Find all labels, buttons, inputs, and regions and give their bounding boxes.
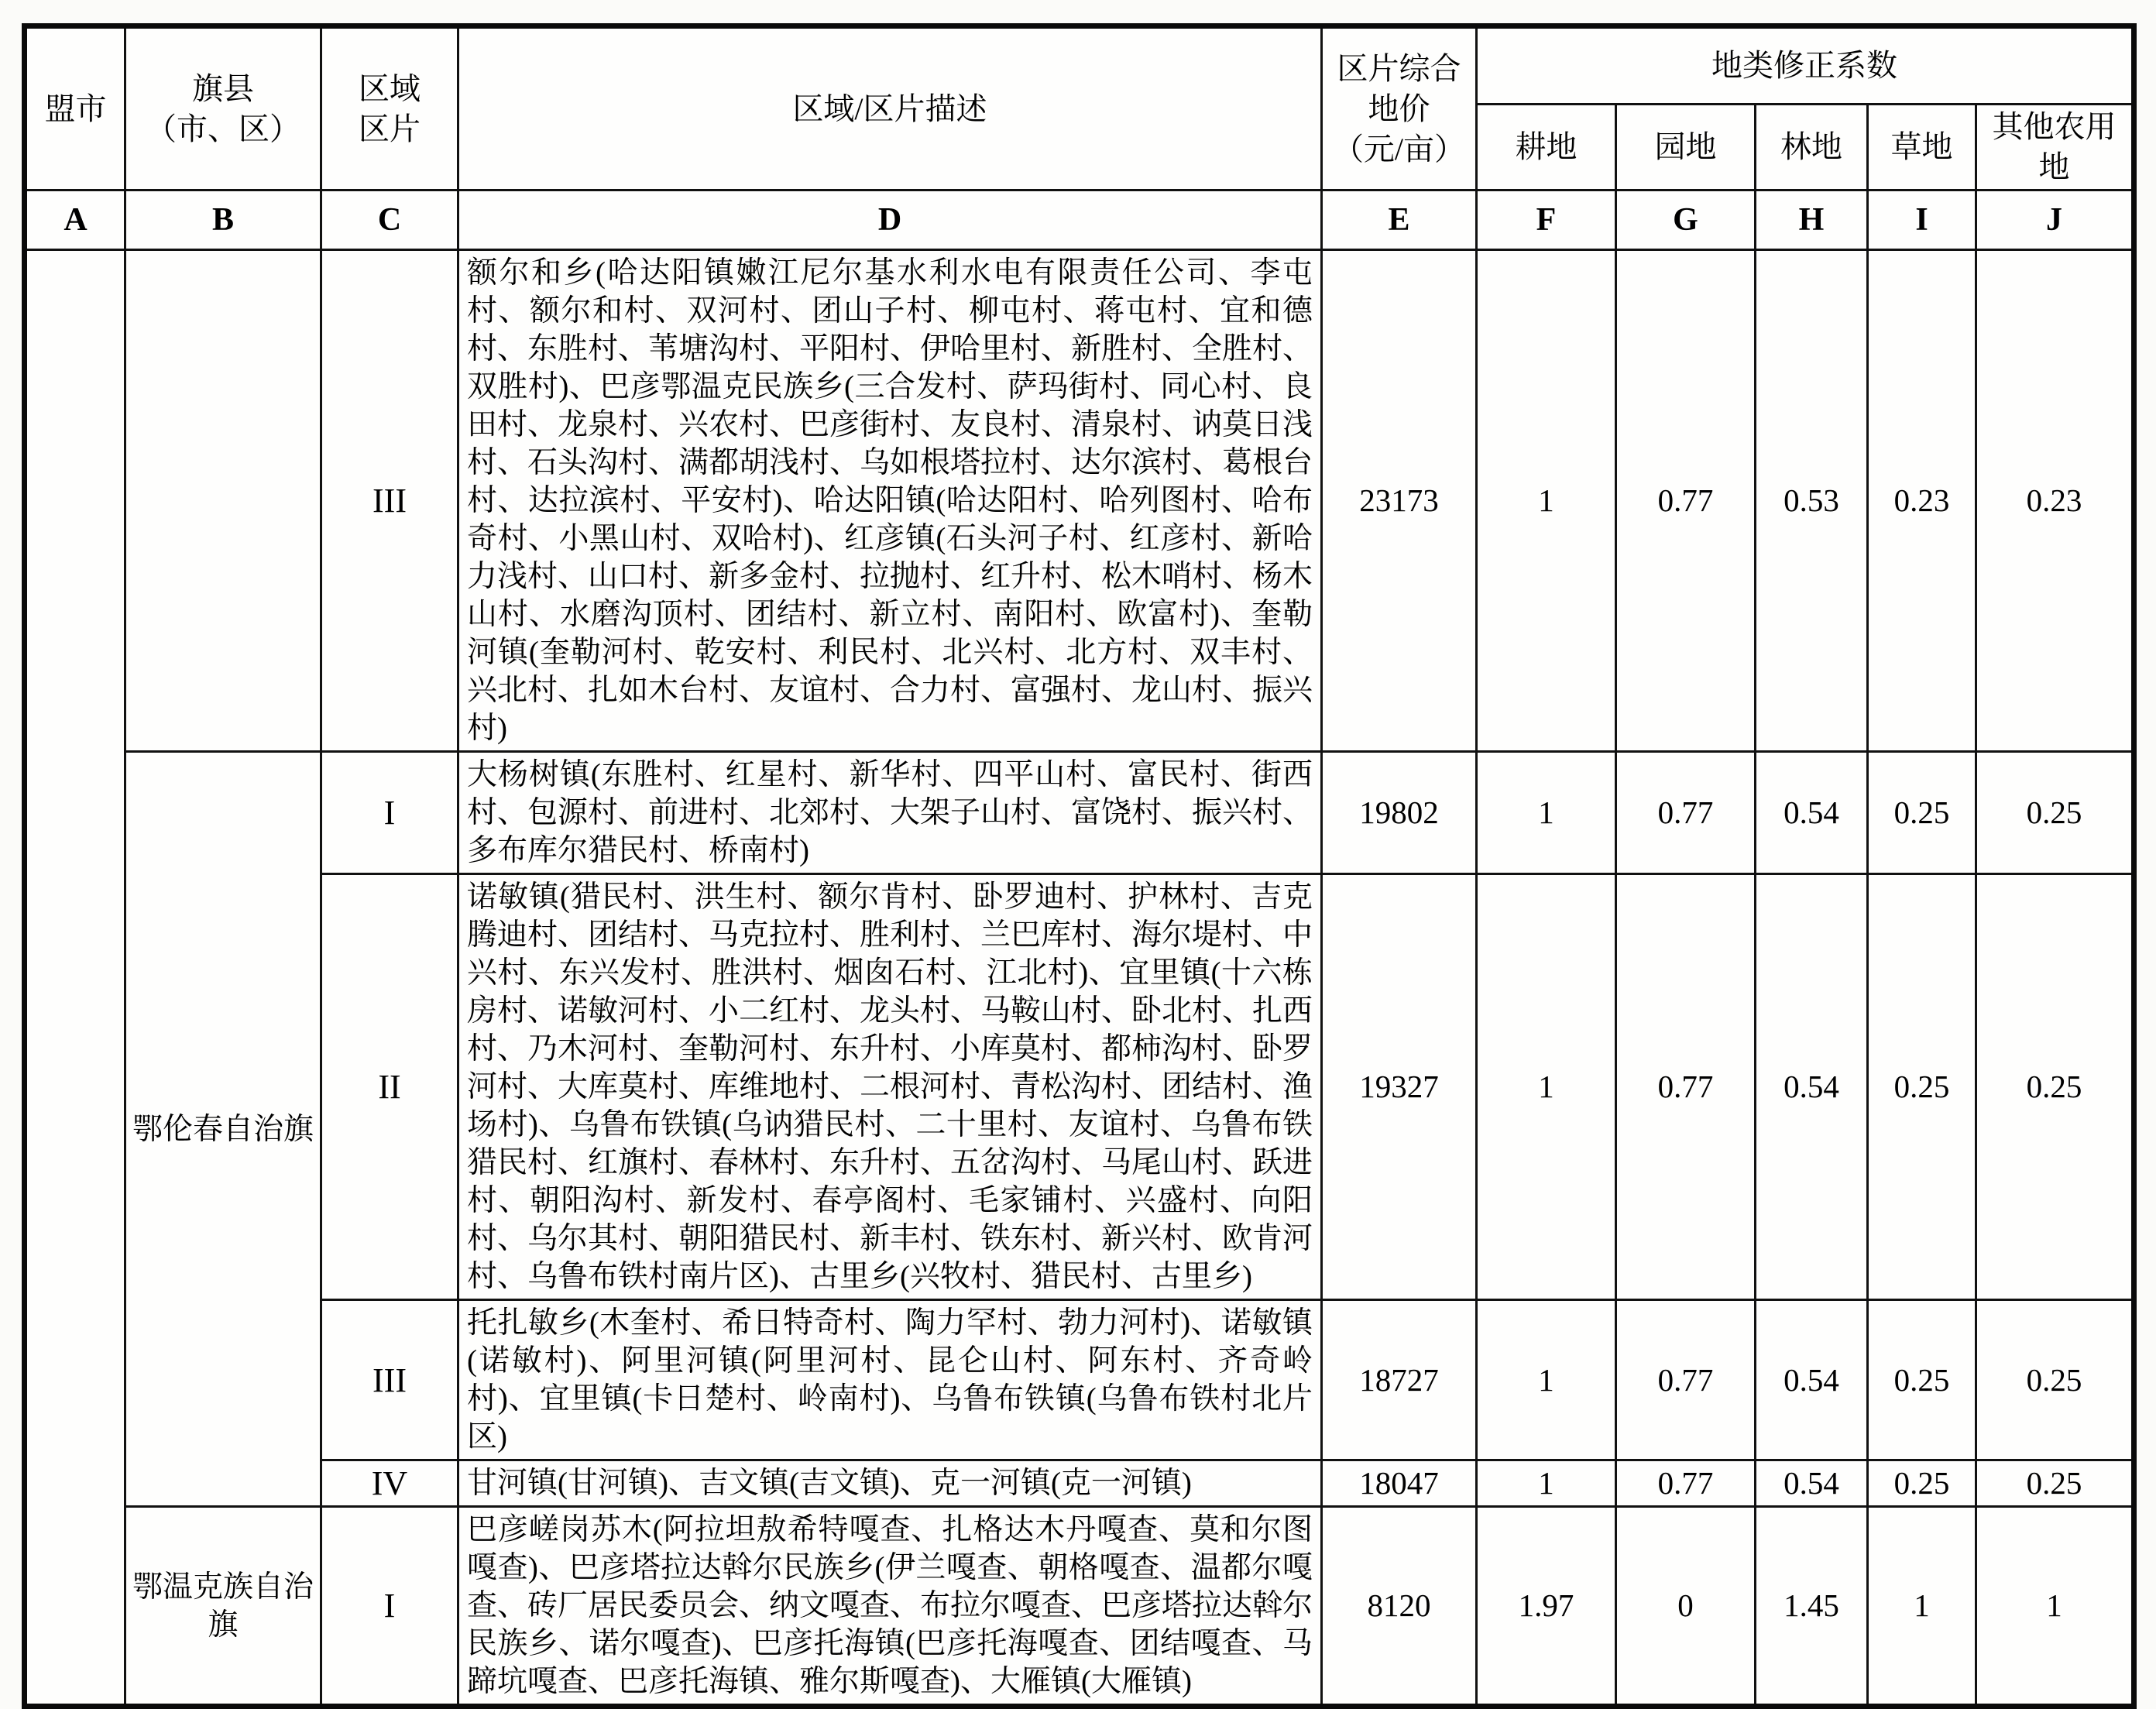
letter-row (25, 190, 2134, 250)
header-row-1 (25, 26, 2134, 105)
cell-farmland-3: 1 (1477, 1300, 1616, 1460)
cell-county-ewenke: 鄂温克族自治旗 (125, 1507, 321, 1707)
cell-description-2: 诺敏镇(猎民村、洪生村、额尔肯村、卧罗迪村、护林村、吉克腾迪村、团结村、马克拉村、胜利村、兰巴库村、海尔堤村、中兴村、东兴发村、胜洪村、烟囱石村、江北村)、宜里镇(十六栋房村、诺敏河村、小二红村、龙头村、马鞍山村、卧北村、扎西村、乃木河村、奎勒河村、东升村、小库莫村、都柿沟村、卧罗河村、大库莫村、库维地村、二根河村、青松沟村、团结村、渔场村)、乌鲁布铁镇(乌讷猎民村、二十里村、友谊村、乌鲁布铁猎民村、红旗村、春林村、东升村、五岔沟村、马尾山村、跃进村、朝阳沟村、新发村、春亭阁村、毛家铺村、兴盛村、向阳村、乌尔其村、朝阳猎民村、新丰村、铁东村、新兴村、欧肯河村、乌鲁布铁村南片区)、古里乡(兴牧村、猎民村、古里乡) (458, 874, 1322, 1300)
header-coeff-garden: 园地 (1616, 105, 1756, 190)
header-price (1322, 26, 1477, 190)
cell-forest-0: 0.53 (1756, 250, 1868, 752)
cell-other-2: 0.25 (1976, 874, 2134, 1300)
cell-grass-4: 0.25 (1868, 1460, 1976, 1507)
cell-county-elunchun: 鄂伦春自治旗 (125, 752, 321, 1507)
cell-grass-5: 1 (1868, 1507, 1976, 1707)
cell-forest-2: 0.54 (1756, 874, 1868, 1300)
cell-other-4: 0.25 (1976, 1460, 2134, 1507)
cell-forest-3: 0.54 (1756, 1300, 1868, 1460)
header-coeff-farmland: 耕地 (1477, 105, 1616, 190)
cell-price-5: 8120 (1322, 1507, 1477, 1707)
cell-garden-1: 0.77 (1616, 752, 1756, 874)
cell-description-5: 巴彦嵯岗苏木(阿拉坦敖希特嘎查、扎格达木丹嘎查、莫和尔图嘎查)、巴彦塔拉达斡尔民族乡(伊兰嘎查、朝格嘎查、温都尔嘎查、砖厂居民委员会、纳文嘎查、布拉尔嘎查、巴彦塔拉达斡尔民族乡、诺尔嘎查)、巴彦托海镇(巴彦托海嘎查、团结嘎查、马蹄坑嘎查、巴彦托海镇、雅尔斯嘎查)、大雁镇(大雁镇) (458, 1507, 1322, 1707)
table-row (25, 874, 2134, 1300)
cell-garden-5: 0 (1616, 1507, 1756, 1707)
header-zone-line1: 区域 (359, 70, 421, 106)
cell-price-0: 23173 (1322, 250, 1477, 752)
cell-description-0: 额尔和乡(哈达阳镇嫩江尼尔基水利水电有限责任公司、李屯村、额尔和村、双河村、团山子村、柳屯村、蒋屯村、宜和德村、东胜村、苇塘沟村、平阳村、伊哈里村、新胜村、全胜村、双胜村)、巴彦鄂温克民族乡(三合发村、萨玛街村、同心村、良田村、龙泉村、兴农村、巴彦街村、友良村、清泉村、讷莫日浅村、石头沟村、满都胡浅村、乌如根塔拉村、达尔滨村、葛根台村、达拉滨村、平安村)、哈达阳镇(哈达阳村、哈列图村、哈布奇村、小黑山村、双哈村)、红彦镇(石头河子村、红彦村、新哈力浅村、山口村、新多金村、拉抛村、红升村、松木哨村、杨木山村、水磨沟顶村、团结村、新立村、南阳村、欧富村)、奎勒河镇(奎勒河村、乾安村、利民村、北兴村、北方村、双丰村、兴北村、扎如木台村、友谊村、合力村、富强村、龙山村、振兴村) (458, 250, 1322, 752)
cell-other-3: 0.25 (1976, 1300, 2134, 1460)
letter-d: D (458, 190, 1322, 250)
cell-price-2: 19327 (1322, 874, 1477, 1300)
cell-garden-0: 0.77 (1616, 250, 1756, 752)
header-price-line3: （元/亩） (1332, 131, 1466, 166)
header-coeff-grass: 草地 (1868, 105, 1976, 190)
table-row (25, 250, 2134, 752)
cell-zone-5: I (321, 1507, 458, 1707)
cell-price-4: 18047 (1322, 1460, 1477, 1507)
cell-forest-1: 0.54 (1756, 752, 1868, 874)
cell-price-3: 18727 (1322, 1300, 1477, 1460)
letter-e: E (1322, 190, 1477, 250)
header-coeff-other: 其他农用地 (1976, 105, 2134, 190)
header-coeff-forest: 林地 (1756, 105, 1868, 190)
cell-garden-3: 0.77 (1616, 1300, 1756, 1460)
letter-g: G (1616, 190, 1756, 250)
cell-garden-2: 0.77 (1616, 874, 1756, 1300)
cell-grass-1: 0.25 (1868, 752, 1976, 874)
header-price-line2: 地价 (1368, 91, 1430, 126)
cell-zone-0: III (321, 250, 458, 752)
cell-zone-4: IV (321, 1460, 458, 1507)
table-row (25, 1300, 2134, 1460)
cell-zone-2: II (321, 874, 458, 1300)
header-county (125, 26, 321, 190)
letter-b: B (125, 190, 321, 250)
cell-other-0: 0.23 (1976, 250, 2134, 752)
table-row (25, 1507, 2134, 1707)
cell-grass-2: 0.25 (1868, 874, 1976, 1300)
cell-farmland-4: 1 (1477, 1460, 1616, 1507)
cell-forest-5: 1.45 (1756, 1507, 1868, 1707)
cell-other-1: 0.25 (1976, 752, 2134, 874)
header-coefficient-group: 地类修正系数 (1477, 26, 2134, 105)
letter-f: F (1477, 190, 1616, 250)
cell-farmland-2: 1 (1477, 874, 1616, 1300)
cell-other-5: 1 (1976, 1507, 2134, 1707)
cell-county-0 (125, 250, 321, 752)
header-zone (321, 26, 458, 190)
cell-garden-4: 0.77 (1616, 1460, 1756, 1507)
cell-farmland-0: 1 (1477, 250, 1616, 752)
header-price-line1: 区片综合 (1337, 50, 1461, 86)
cell-forest-4: 0.54 (1756, 1460, 1868, 1507)
header-zone-line2: 区片 (359, 111, 421, 146)
cell-zone-3: III (321, 1300, 458, 1460)
cell-price-1: 19802 (1322, 752, 1477, 874)
letter-i: I (1868, 190, 1976, 250)
cell-farmland-1: 1 (1477, 752, 1616, 874)
cell-league-merged (25, 250, 125, 1707)
land-price-table (22, 23, 2137, 1709)
letter-j: J (1976, 190, 2134, 250)
table-row (25, 1460, 2134, 1507)
cell-zone-1: I (321, 752, 458, 874)
cell-grass-0: 0.23 (1868, 250, 1976, 752)
header-county-line1: 旗县 (192, 70, 254, 106)
cell-grass-3: 0.25 (1868, 1300, 1976, 1460)
letter-c: C (321, 190, 458, 250)
letter-a: A (25, 190, 125, 250)
cell-farmland-5: 1.97 (1477, 1507, 1616, 1707)
letter-h: H (1756, 190, 1868, 250)
table-row (25, 752, 2134, 874)
header-county-line2: （市、区） (146, 111, 300, 146)
header-league: 盟市 (25, 26, 125, 190)
header-description: 区域/区片描述 (458, 26, 1322, 190)
cell-description-4: 甘河镇(甘河镇)、吉文镇(吉文镇)、克一河镇(克一河镇) (458, 1460, 1322, 1507)
cell-description-1: 大杨树镇(东胜村、红星村、新华村、四平山村、富民村、街西村、包源村、前进村、北郊村、大架子山村、富饶村、振兴村、多布库尔猎民村、桥南村) (458, 752, 1322, 874)
cell-description-3: 托扎敏乡(木奎村、希日特奇村、陶力罕村、勃力河村)、诺敏镇(诺敏村)、阿里河镇(阿里河村、昆仑山村、阿东村、齐奇岭村)、宜里镇(卡日楚村、岭南村)、乌鲁布铁镇(乌鲁布铁村北片区) (458, 1300, 1322, 1460)
